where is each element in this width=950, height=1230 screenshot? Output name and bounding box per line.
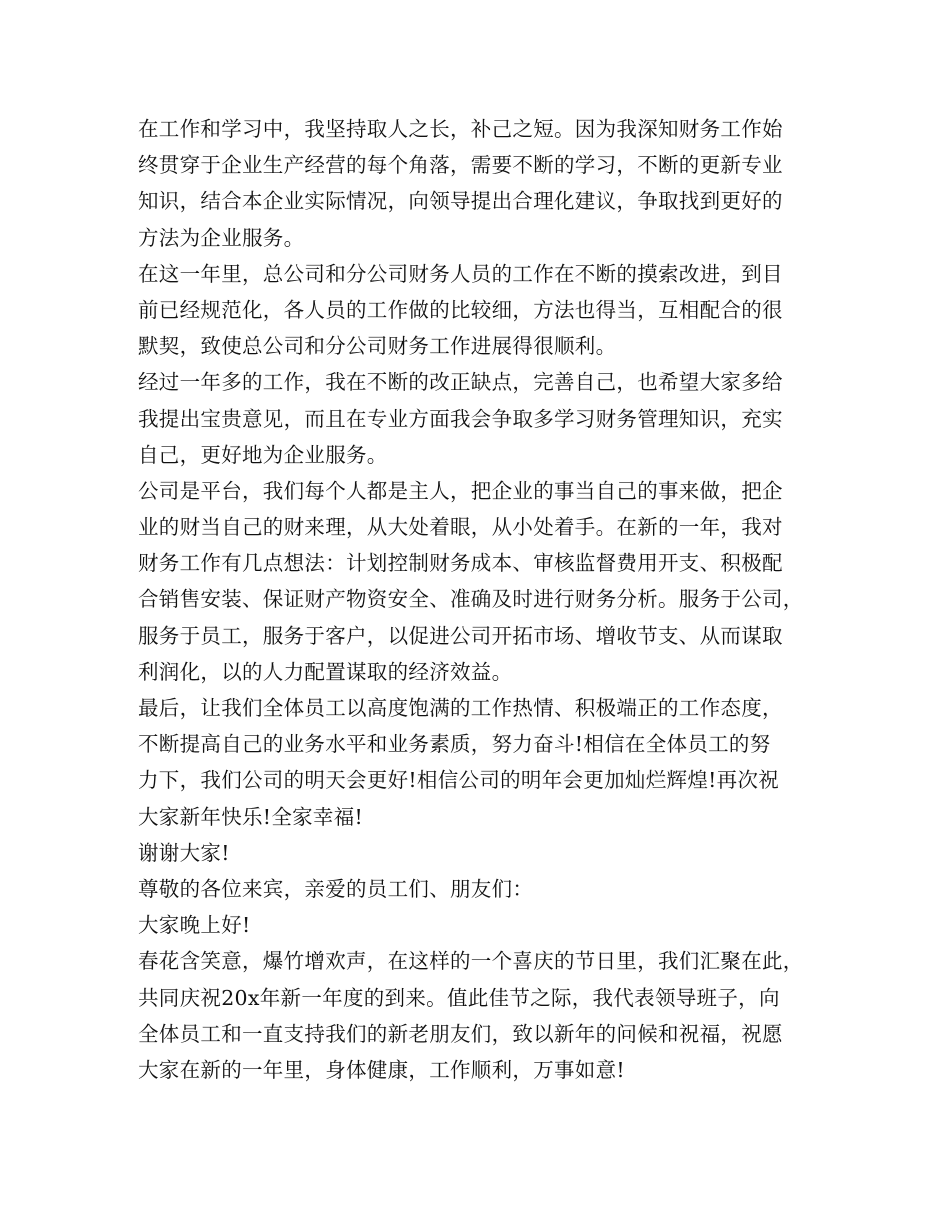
text-line: 财务工作有几点想法：计划控制财务成本、审核监督费用开支、积极配: [138, 551, 783, 576]
text-line: 默契，致使总公司和分公司财务工作进展得很顺利。: [138, 334, 617, 359]
text-line: 业的财当自己的财来理，从大处着眼，从小处着手。在新的一年，我对: [138, 515, 783, 540]
text-line: 在这一年里，总公司和分公司财务人员的工作在不断的摸索改进，到目: [138, 261, 783, 286]
text-line: 在工作和学习中，我坚持取人之长，补己之短。因为我深知财务工作始: [138, 117, 783, 141]
text-line: 大家新年快乐!全家幸福!: [138, 804, 364, 829]
text-line: 最后，让我们全体员工以高度饱满的工作热情、积极端正的工作态度，: [138, 696, 783, 720]
text-line: 服务于员工，服务于客户，以促进公司开拓市场、增收节支、从而谋取: [138, 623, 783, 648]
text-line: 经过一年多的工作，我在不断的改正缺点，完善自己，也希望大家多给: [138, 370, 783, 395]
text-line: 合销售安装、保证财产物资安全、准确及时进行财务分析。服务于公司，: [138, 587, 804, 612]
text-line: 谢谢大家!: [138, 840, 230, 865]
text-line: 力下，我们公司的明天会更好!相信公司的明年会更加灿烂辉煌!再次祝: [138, 768, 780, 793]
text-line: 大家晚上好!: [138, 913, 251, 938]
text-line: 不断提高自己的业务水平和业务素质，努力奋斗!相信在全体员工的努: [138, 732, 771, 757]
text-line: 尊敬的各位来宾，亲爱的员工们、朋友们：: [138, 876, 534, 901]
text-line: 知识，结合本企业实际情况，向领导提出合理化建议，争取找到更好的: [138, 189, 783, 214]
text-line: 我提出宝贵意见，而且在专业方面我会争取多学习财务管理知识，充实: [138, 406, 783, 431]
document-body: [138, 111, 828, 1088]
text-line: 全体员工和一直支持我们的新老朋友们，致以新年的问候和祝福，祝愿: [138, 1021, 783, 1046]
text-line: 自己，更好地为企业服务。: [138, 442, 388, 467]
text-line: 方法为企业服务。: [138, 225, 305, 250]
text-line: 终贯穿于企业生产经营的每个角落，需要不断的学习，不断的更新专业: [138, 153, 783, 178]
text-line: 共同庆祝20x年新一年度的到来。值此佳节之际，我代表领导班子，向: [138, 985, 780, 1010]
text-line: 大家在新的一年里，身体健康，工作顺利，万事如意!: [138, 1057, 625, 1082]
text-line: 春花含笑意，爆竹增欢声，在这样的一个喜庆的节日里，我们汇聚在此，: [138, 949, 804, 974]
text-line: 利润化，以的人力配置谋取的经济效益。: [138, 659, 513, 684]
text-line: 前已经规范化，各人员的工作做的比较细，方法也得当，互相配合的很: [138, 297, 783, 322]
text-line: 公司是平台，我们每个人都是主人，把企业的事当自己的事来做，把企: [138, 478, 783, 503]
